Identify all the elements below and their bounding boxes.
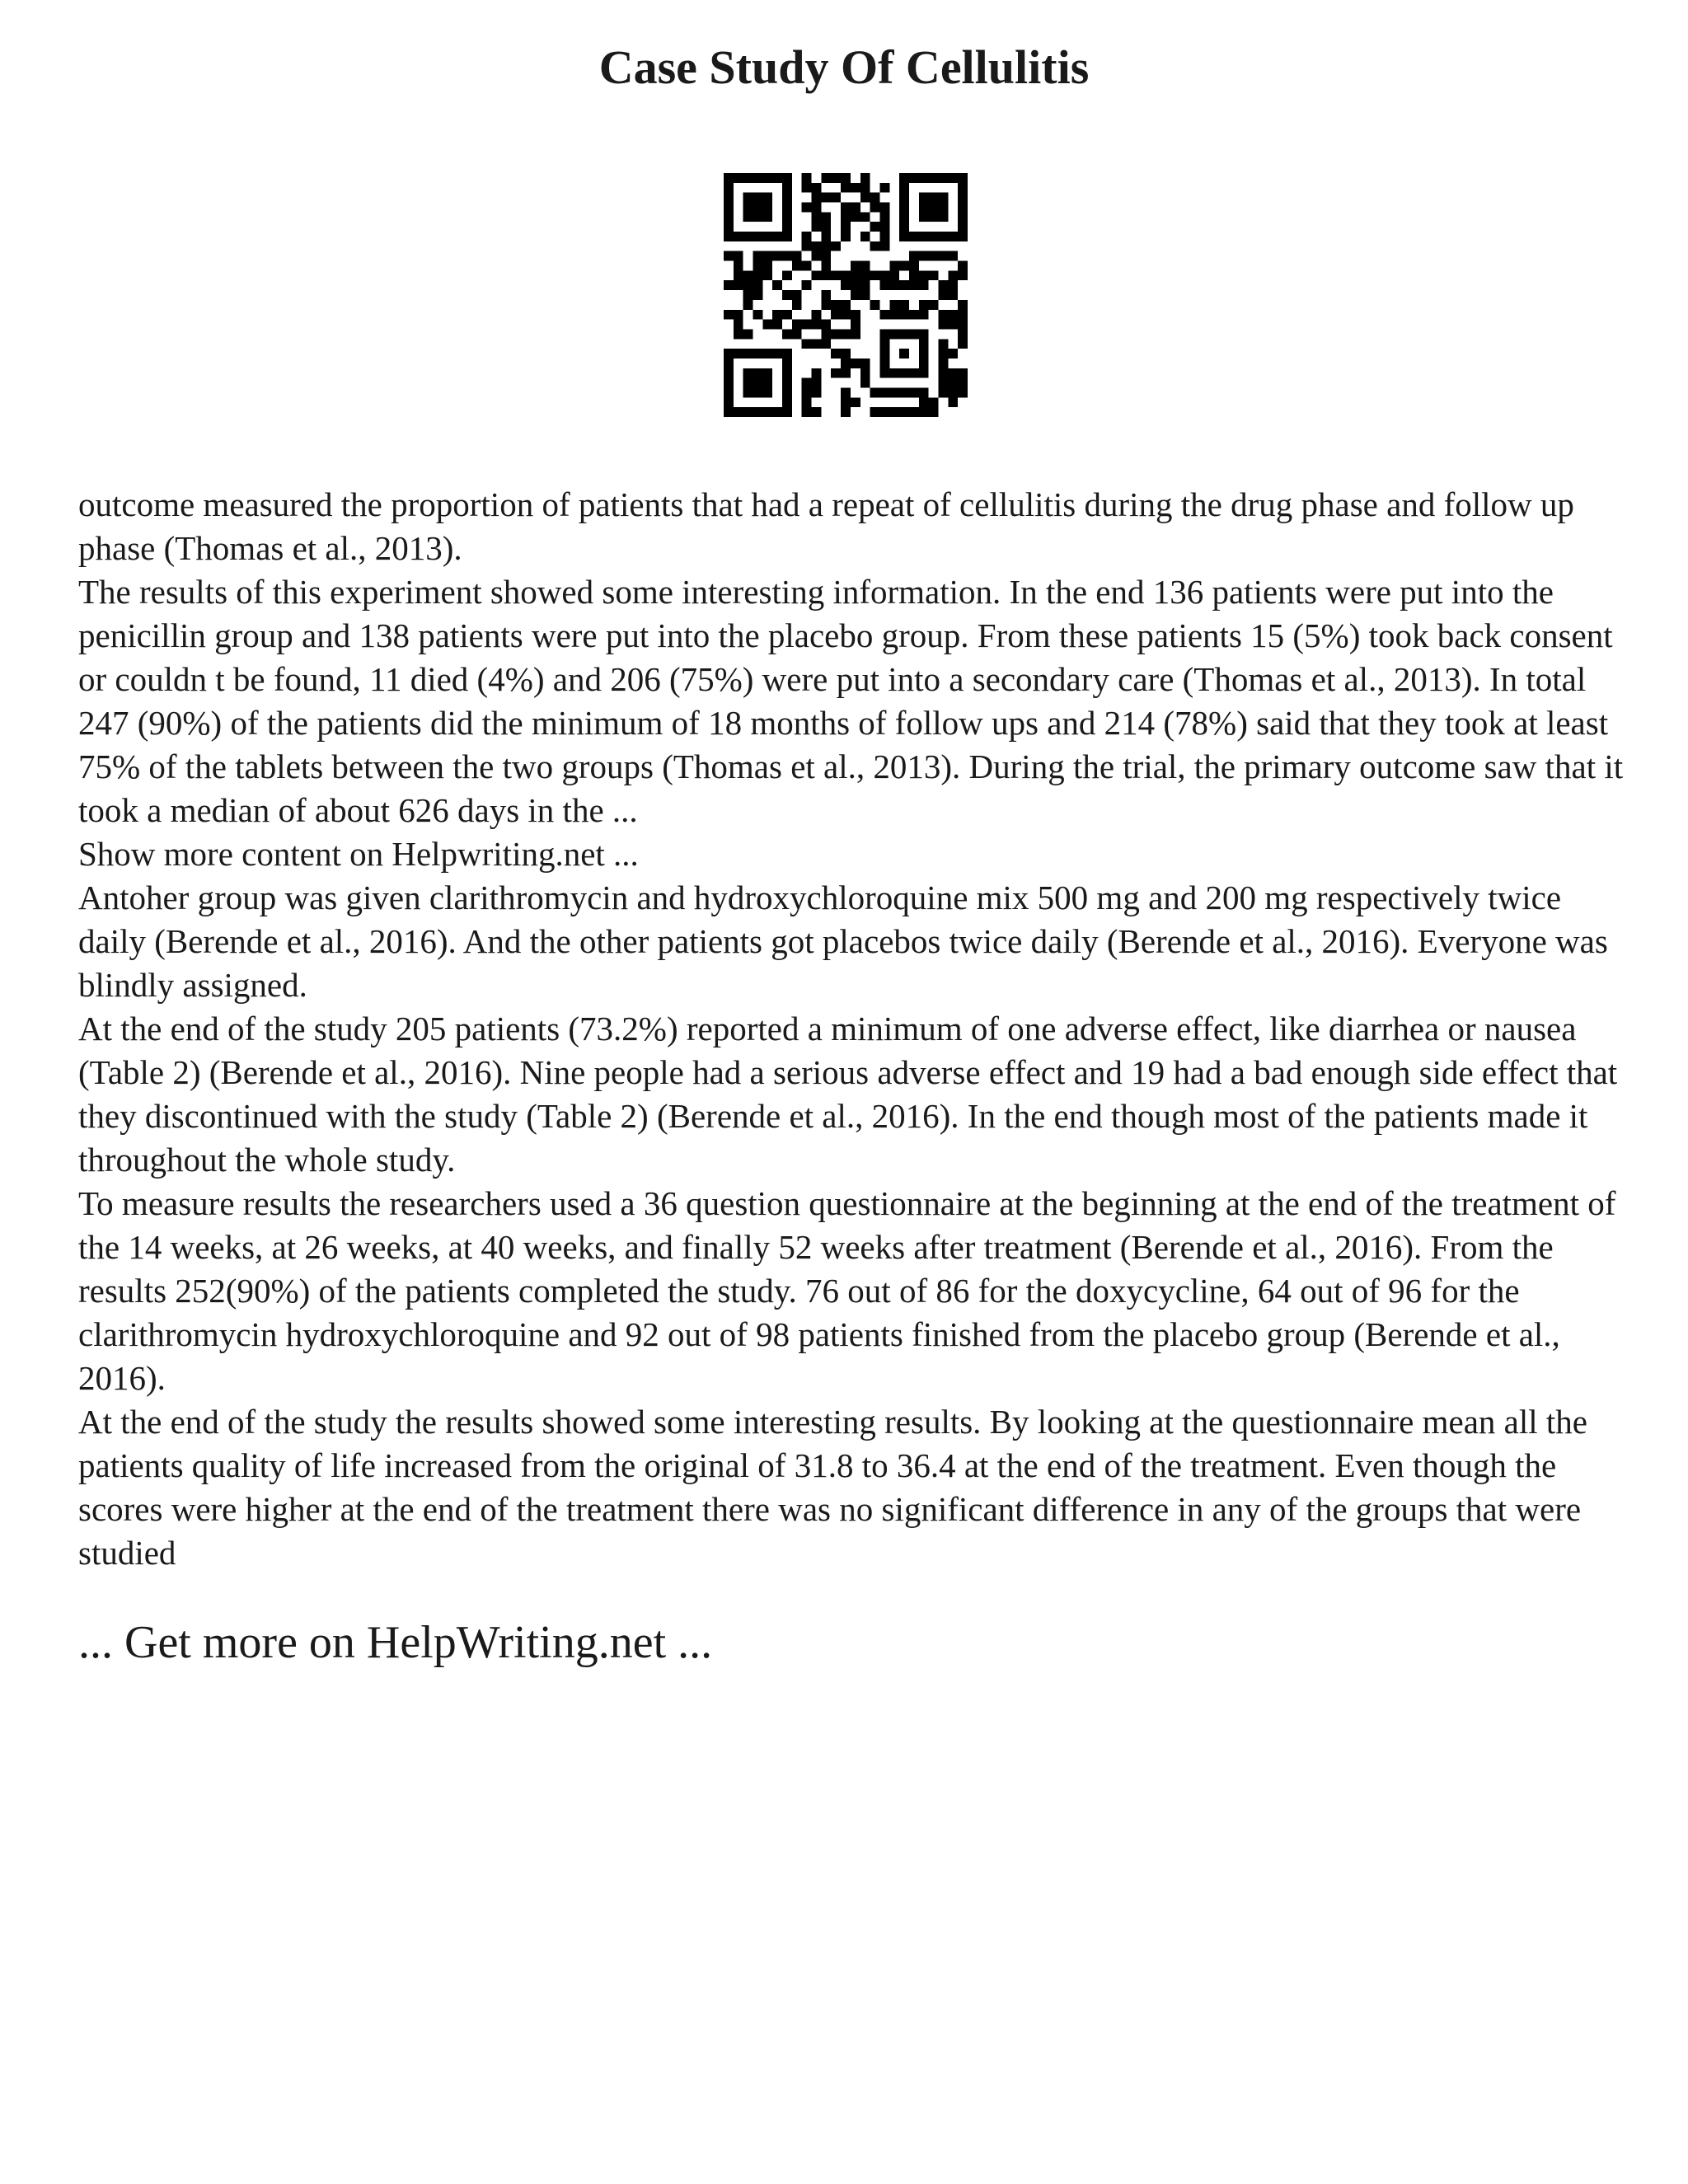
qr-code-graphic — [724, 173, 968, 417]
page-title: Case Study Of Cellulitis — [598, 40, 1090, 94]
paragraph-4: At the end of the study 205 patients (73.2%) reported a minimum of one adverse effect, like diarrhea or nausea (Table 2) (Berende et al., 2016). Nine people had a serious adverse effect and 19 had a bad enough side effect that they discontinued with the study (Table 2) (Berende et al., 2016). In the end though most of the patients made it throughout the whole study. — [78, 1010, 1618, 1179]
paragraph-1: outcome measured the proportion of patients that had a repeat of cellulitis during the drug phase and follow up phase (Thomas et al., 2013). — [78, 485, 1574, 567]
get-more-link[interactable]: ... Get more on HelpWriting.net ... — [78, 1617, 713, 1668]
paragraph-3: Antoher group was given clarithromycin and hydroxychloroquine mix 500 mg and 200 mg respectively twice daily (Berende et al., 2016). And the other patients got placebos twice daily (Berende et al., 2016). Everyone was blindly assigned. — [78, 879, 1608, 1004]
article-body — [78, 483, 1628, 1575]
show-more-link[interactable]: Show more content on Helpwriting.net ... — [78, 835, 639, 873]
paragraph-5: To measure results the researchers used a 36 question questionnaire at the beginning at the end of the treatment of the 14 weeks, at 26 weeks, at 40 weeks, and finally 52 weeks after treatment (Berende et al., 2016). From the results 252(90%) of the patients completed the study. 76 out of 86 for the doxycycline, 64 out of 96 for the clarithromycin hydroxychloroquine and 92 out of 98 patients finished from the placebo group (Berende et al., 2016). — [78, 1184, 1616, 1397]
qr-code-icon — [724, 173, 968, 417]
paragraph-6: At the end of the study the results showed some interesting results. By looking at the questionnaire mean all the patients quality of life increased from the original of 31.8 to 36.4 at the end of the treatment. Even though the scores were higher at the end of the treatment there was no significant difference in any of the groups that were studied — [78, 1403, 1587, 1572]
paragraph-2: The results of this experiment showed some interesting information. In the end 136 patients were put into the penicillin group and 138 patients were put into the placebo group. From these patients 15 (5%) took back consent or couldn t be found, 11 died (4%) and 206 (75%) were put into a secondary care (Thomas et al., 2013). In total 247 (90%) of the patients did the minimum of 18 months of follow ups and 214 (78%) said that they took at least 75% of the tablets between the two groups (Thomas et al., 2013). During the trial, the primary outcome saw that it took a median of about 626 days in the ... — [78, 573, 1624, 829]
